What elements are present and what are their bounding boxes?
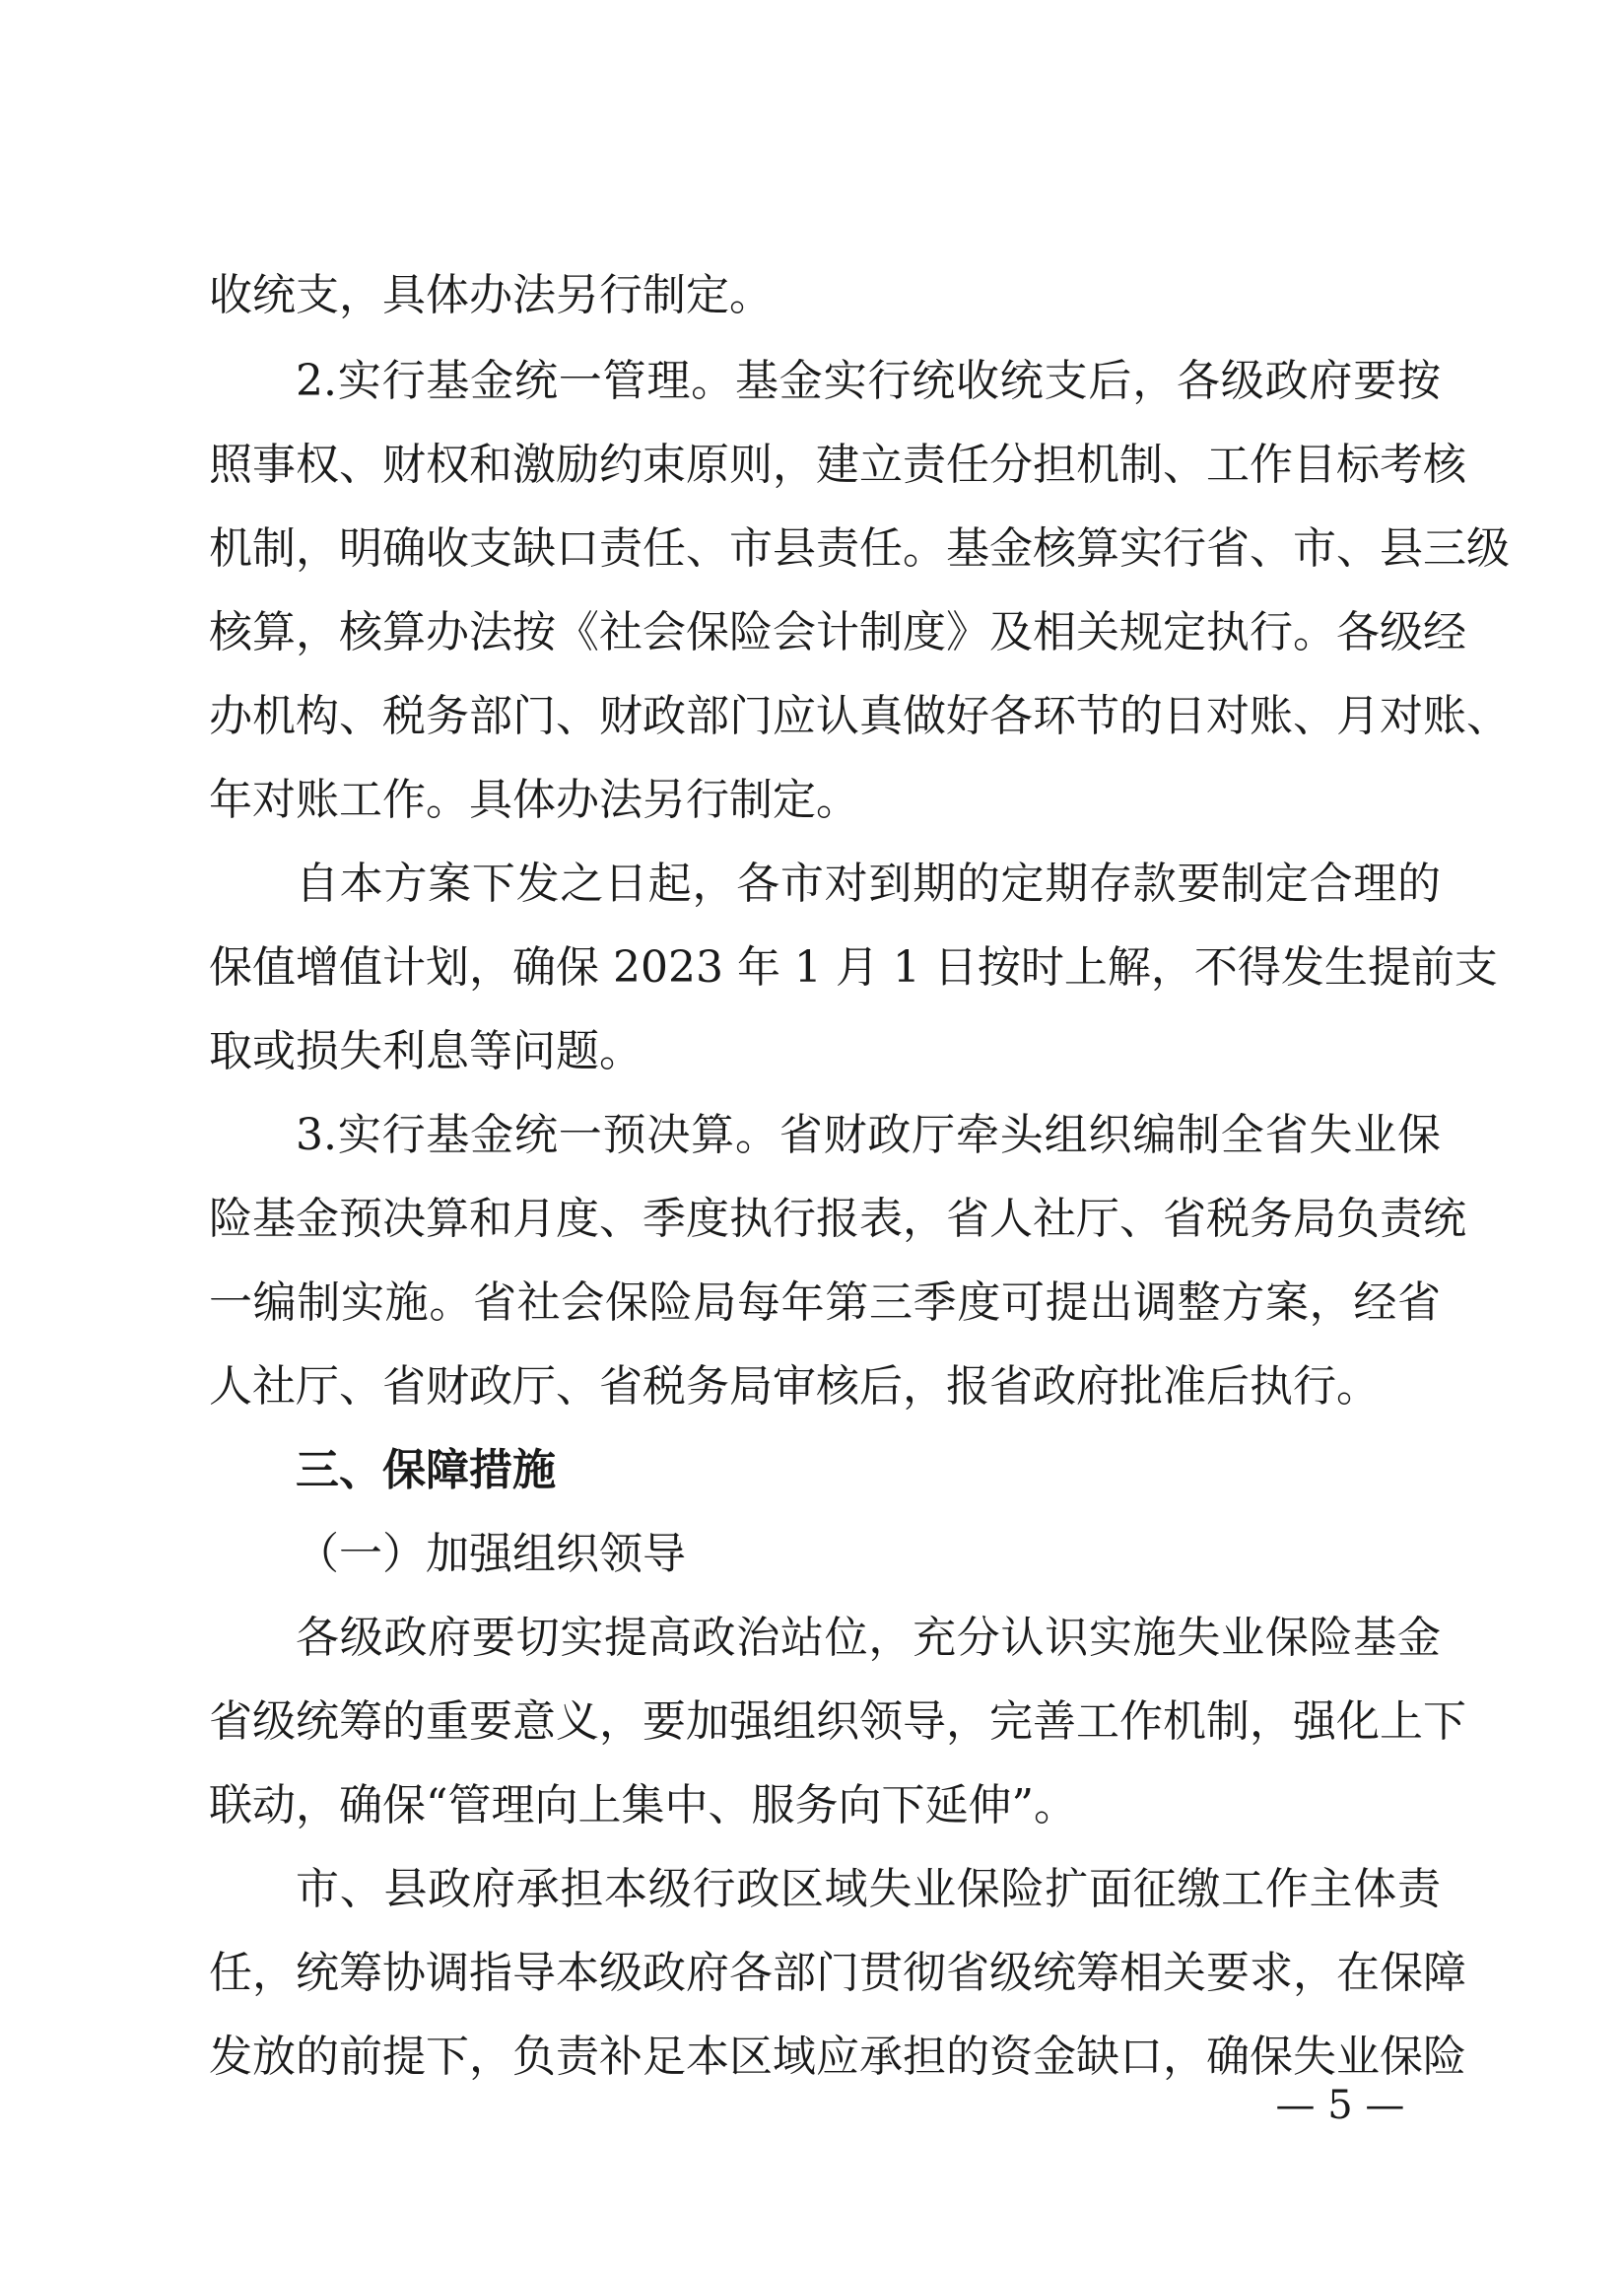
paragraph-line: 3.实行基金统一预决算。省财政厅牵头组织编制全省失业保 — [296, 1110, 1441, 1160]
paragraph-line: 机制，明确收支缺口责任、市县责任。基金核算实行省、市、县三级 — [209, 523, 1510, 574]
paragraph-line: 取或损失利息等问题。 — [209, 1026, 643, 1076]
paragraph-line: 险基金预决算和月度、季度执行报表，省人社厅、省税务局负责统 — [209, 1194, 1466, 1244]
paragraph-line: 人社厅、省财政厅、省税务局审核后，报省政府批准后执行。 — [209, 1361, 1380, 1412]
paragraph-line: 联动，确保“管理向上集中、服务向下延伸”。 — [209, 1780, 1077, 1830]
page-number: — 5 — — [1275, 2083, 1405, 2128]
section-heading: 三、保障措施 — [296, 1445, 556, 1495]
paragraph-line: 收统支，具体办法另行制定。 — [209, 270, 773, 320]
paragraph-line: 各级政府要切实提高政治站位，充分认识实施失业保险基金 — [296, 1613, 1441, 1663]
subsection-heading: （一）加强组织领导 — [296, 1529, 686, 1579]
paragraph-line: 保值增值计划，确保 2023 年 1 月 1 日按时上解，不得发生提前支 — [209, 942, 1498, 993]
paragraph-line: 市、县政府承担本级行政区域失业保险扩面征缴工作主体责 — [296, 1864, 1441, 1914]
paragraph-line: 2.实行基金统一管理。基金实行统收统支后，各级政府要按 — [296, 356, 1441, 406]
paragraph-line: 年对账工作。具体办法另行制定。 — [209, 775, 859, 825]
paragraph-line: 省级统筹的重要意义，要加强组织领导，完善工作机制，强化上下 — [209, 1696, 1466, 1747]
paragraph-line: 发放的前提下，负责补足本区域应承担的资金缺口，确保失业保险 — [209, 2032, 1466, 2082]
paragraph-line: 照事权、财权和激励约束原则，建立责任分担机制、工作目标考核 — [209, 440, 1466, 490]
paragraph-line: 办机构、税务部门、财政部门应认真做好各环节的日对账、月对账、 — [209, 691, 1510, 741]
paragraph-line: 一编制实施。省社会保险局每年第三季度可提出调整方案，经省 — [209, 1277, 1441, 1328]
paragraph-line: 任，统筹协调指导本级政府各部门贯彻省级统筹相关要求，在保障 — [209, 1948, 1466, 1998]
paragraph-line: 自本方案下发之日起，各市对到期的定期存款要制定合理的 — [296, 859, 1441, 909]
paragraph-line: 核算，核算办法按《社会保险会计制度》及相关规定执行。各级经 — [209, 607, 1466, 657]
